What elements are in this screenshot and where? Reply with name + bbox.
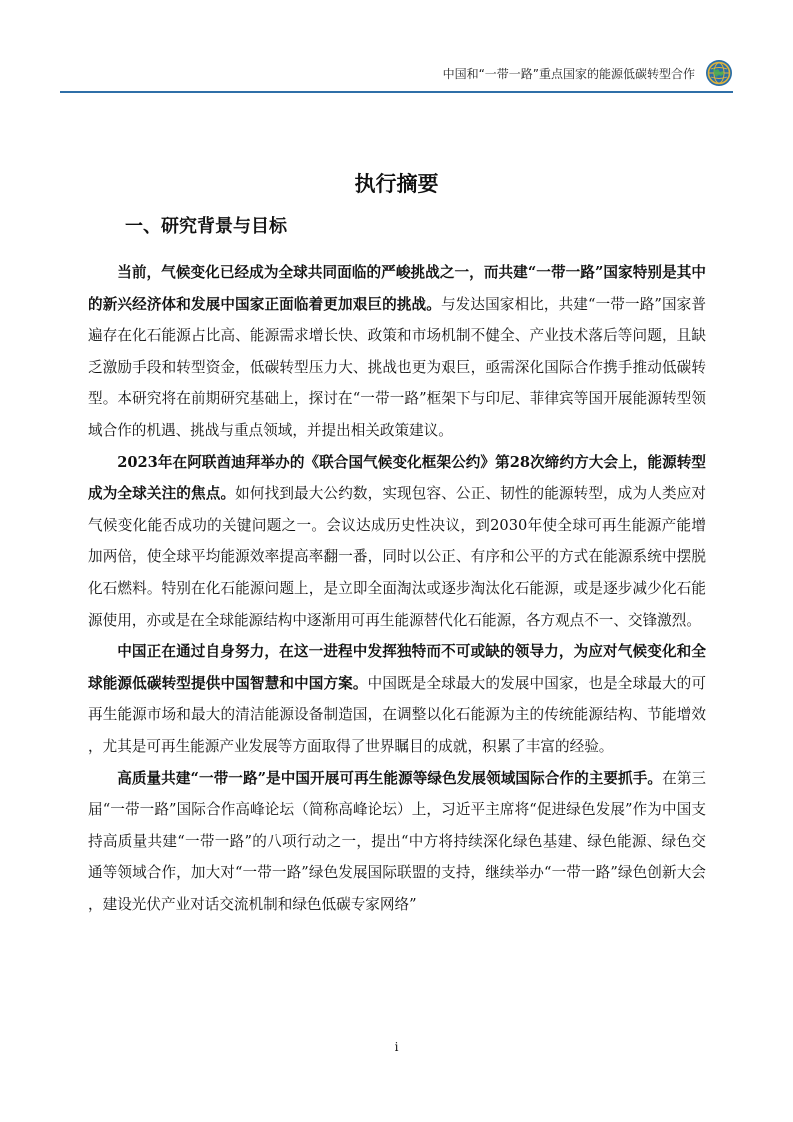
paragraph-3 — [88, 636, 706, 762]
paragraph-4 — [88, 763, 706, 921]
paragraph-2 — [88, 447, 706, 637]
page-title: 执行摘要 — [354, 172, 439, 196]
running-header — [60, 56, 733, 90]
paragraph-lead: 2023年在阿联酋迪拜举办的《联合国气候变化框架公约》第28次缔约方大会上，能源转型成为全球关注的焦点。 — [88, 453, 706, 503]
header-rule — [60, 91, 733, 93]
body-text — [88, 257, 706, 920]
paragraph-lead: 中国正在通过自身努力，在这一进程中发挥独特而不可或缺的领导力，为应对气候变化和全球能源低碳转型提供中国智慧和中国方案。 — [88, 643, 706, 692]
section-heading: 一、研究背景与目标 — [125, 216, 287, 237]
page-number: i — [394, 1040, 399, 1054]
paragraph-text: 中国既是全球最大的发展中国家，也是全球最大的可再生能源市场和最大的清洁能源设备制造国，在调整以化石能源为主的传统能源结构、节能增效，尤其是可再生能源产业发展等方面取得了世界瞩目的成就，积累了丰富的经验。 — [88, 674, 706, 755]
paragraph-text: 与发达国家相比，共建“一带一路”国家普遍存在化石能源占比高、能源需求增长快、政策和市场机制不健全、产业技术落后等问题，且缺乏激励手段和转型资金，低碳转型压力大、挑战也更为艰巨，亟需深化国际合作携手推动低碳转型。本研究将在前期研究基础上，探讨在“一带一路”框架下与印尼、菲律宾等国开展能源转型领域合作的机遇、挑战与重点领域，并提出相关政策建议。 — [88, 295, 706, 439]
paragraph-lead: 高质量共建“一带一路”是中国开展可再生能源等绿色发展领域国际合作的主要抓手。 — [117, 769, 663, 787]
paragraph-lead: 当前，气候变化已经成为全球共同面临的严峻挑战之一，而共建“一带一路”国家特别是其中的新兴经济体和发展中国家正面临着更加艰巨的挑战。 — [88, 264, 706, 313]
paragraph-1 — [88, 257, 706, 447]
paragraph-text: 如何找到最大公约数，实现包容、公正、韧性的能源转型，成为人类应对气候变化能否成功的关键问题之一。会议达成历史性决议，到2030年使全球可再生能源产能增加两倍，使全球平均能源效率提高率翻一番，同时以公正、有序和公平的方式在能源系统中摆脱化石燃料。特别在化石能源问题上，是立即全面淘汰或逐步淘汰化石能源，或是逐步减少化石能源使用，亦或是在全球能源结构中逐渐用可再生能源替代化石能源，各方观点不一、交锋激烈。 — [88, 485, 706, 629]
globe-emblem-icon — [705, 59, 733, 87]
paragraph-text: 在第三届“一带一路”国际合作高峰论坛（简称高峰论坛）上，习近平主席将“促进绿色发展”作为中国支持高质量共建“一带一路”的八项行动之一，提出“中方将持续深化绿色基建、绿色能源、绿色交通等领域合作，加大对“一带一路”绿色发展国际联盟的支持，继续举办“一带一路”绿色创新大会，建设光伏产业对话交流机制和绿色低碳专家网络” — [88, 769, 706, 913]
header-title: 中国和“一带一路”重点国家的能源低碳转型合作 — [442, 66, 695, 81]
